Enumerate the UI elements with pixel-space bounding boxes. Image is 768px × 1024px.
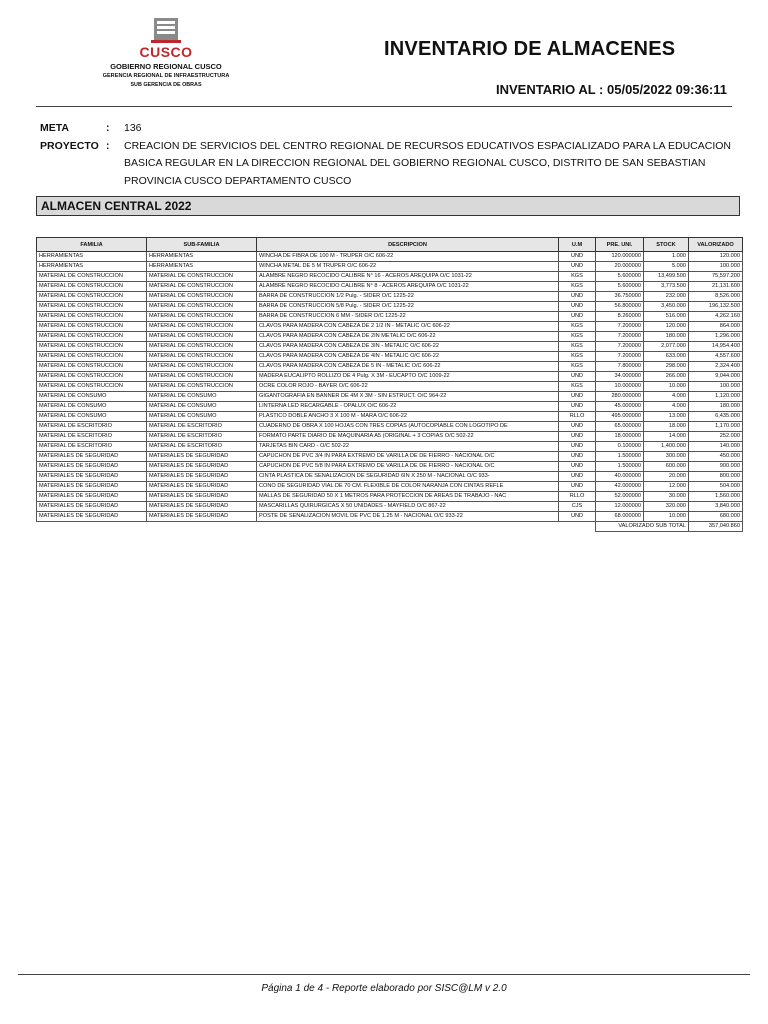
cell-familia: MATERIAL DE ESCRITORIO — [37, 432, 147, 442]
cell-pre-uni: 40.000000 — [596, 472, 644, 482]
cell-um: UND — [559, 452, 596, 462]
cell-descripcion: MALLAS DE SEGURIDAD 50 X 1 METROS PARA PROTECCION DE AREAS DE TRABAJO - NAC — [257, 492, 559, 502]
cell-um: UND — [559, 432, 596, 442]
cell-descripcion: ALAMBRE NEGRO RECOCIDO CALIBRE N° 8 - ACEROS AREQUIPA O/C 1031-22 — [257, 282, 559, 292]
cell-pre-uni: 56.800000 — [596, 302, 644, 312]
project-line: CREACION DE SERVICIOS DEL CENTRO REGIONAL DE RECURSOS EDUCATIVOS ESPACIALIZADO PARA LA EDUCACION — [124, 139, 731, 152]
cell-familia: MATERIAL DE CONSTRUCCION — [37, 312, 147, 322]
inventory-table-body — [37, 252, 743, 522]
cell-valorizado: 100.000 — [689, 382, 743, 392]
cell-um: UND — [559, 462, 596, 472]
cell-um: UND — [559, 262, 596, 272]
cell-pre-uni: 12.000000 — [596, 502, 644, 512]
org-line-3: SUB GERENCIA DE OBRAS — [130, 82, 202, 88]
cell-familia: MATERIALES DE SEGURIDAD — [37, 452, 147, 462]
cell-familia: MATERIALES DE SEGURIDAD — [37, 482, 147, 492]
cell-subfamilia: HERRAMIENTAS — [147, 262, 257, 272]
cell-pre-uni: 45.000000 — [596, 402, 644, 412]
table-row — [37, 402, 743, 412]
cell-descripcion: OCRE COLOR ROJO - BAYER O/C 606-22 — [257, 382, 559, 392]
cell-descripcion: ALAMBRE NEGRO RECOCIDO CALIBRE N° 16 - ACEROS AREQUIPA O/C 1031-22 — [257, 272, 559, 282]
cell-descripcion: PLASTICO DOBLE ANCHO 3 X 100 M - MARA O/C 606-22 — [257, 412, 559, 422]
subtotal-row — [37, 522, 743, 532]
cell-descripcion: BARRA DE CONSTRUCCION 6 MM - SIDER O/C 1225-22 — [257, 312, 559, 322]
cell-um: RLLO — [559, 492, 596, 502]
cell-um: UND — [559, 302, 596, 312]
meta-section — [40, 120, 740, 190]
cell-valorizado: 196,132.500 — [689, 302, 743, 312]
cell-pre-uni: 7.200000 — [596, 332, 644, 342]
cell-familia: MATERIAL DE CONSTRUCCION — [37, 272, 147, 282]
cell-valorizado: 21,131.600 — [689, 282, 743, 292]
cell-stock: 5.000 — [644, 262, 689, 272]
cell-subfamilia: MATERIALES DE SEGURIDAD — [147, 502, 257, 512]
cell-descripcion: CINTA PLASTICA DE SENALIZACION DE SEGURIDAD 6IN X 250 M - NACIONAL O/C 933- — [257, 472, 559, 482]
table-row — [37, 442, 743, 452]
cell-descripcion: GIGANTOGRAFIA EN BANNER DE 4M X 3M - SIN ESTRUCT. O/C 964-22 — [257, 392, 559, 402]
cell-um: UND — [559, 312, 596, 322]
cell-pre-uni: 8.260000 — [596, 312, 644, 322]
cell-valorizado: 2,324.400 — [689, 362, 743, 372]
col-header-subfamilia: SUB-FAMILIA — [147, 238, 257, 252]
table-row — [37, 362, 743, 372]
cell-subfamilia: MATERIAL DE CONSUMO — [147, 392, 257, 402]
cell-descripcion: MASCARILLAS QUIRURGICAS X 50 UNIDADES - MAYFIELD O/C 867-22 — [257, 502, 559, 512]
cell-valorizado: 75,597.200 — [689, 272, 743, 282]
cell-familia: MATERIAL DE CONSUMO — [37, 402, 147, 412]
cell-familia: MATERIALES DE SEGURIDAD — [37, 512, 147, 522]
org-line-1: GOBIERNO REGIONAL CUSCO — [110, 62, 222, 71]
project-colon: : — [106, 139, 110, 152]
cell-stock: 4.000 — [644, 402, 689, 412]
cell-um: KGS — [559, 282, 596, 292]
col-header-um: U.M — [559, 238, 596, 252]
col-header-stock: STOCK — [644, 238, 689, 252]
cell-stock: 3,773.500 — [644, 282, 689, 292]
inventory-table — [36, 237, 743, 532]
cell-stock: 3,450.000 — [644, 302, 689, 312]
cell-stock: 320.000 — [644, 502, 689, 512]
cell-subfamilia: MATERIAL DE CONSTRUCCION — [147, 362, 257, 372]
cell-valorizado: 1,560.000 — [689, 492, 743, 502]
cell-familia: MATERIAL DE CONSTRUCCION — [37, 302, 147, 312]
cell-familia: MATERIALES DE SEGURIDAD — [37, 492, 147, 502]
cell-stock: 10.000 — [644, 512, 689, 522]
cell-descripcion: CAPUCHON DE PVC 3/4 IN PARA EXTREMO DE VARILLA DE DE FIERRO - NACIONAL O/C — [257, 452, 559, 462]
meta-value: 136 — [124, 122, 142, 134]
cell-pre-uni: 34.000000 — [596, 372, 644, 382]
cell-subfamilia: MATERIAL DE CONSTRUCCION — [147, 332, 257, 342]
cell-pre-uni: 7.200000 — [596, 322, 644, 332]
cell-valorizado: 1,170.000 — [689, 422, 743, 432]
cell-stock: 20.000 — [644, 472, 689, 482]
cell-subfamilia: MATERIALES DE SEGURIDAD — [147, 462, 257, 472]
cell-stock: 13,499.500 — [644, 272, 689, 282]
table-header-row — [37, 238, 743, 252]
table-row — [37, 282, 743, 292]
table-row — [37, 422, 743, 432]
cusco-emblem-icon — [149, 16, 183, 44]
cell-valorizado: 800.000 — [689, 472, 743, 482]
cell-familia: HERRAMIENTAS — [37, 252, 147, 262]
cell-subfamilia: MATERIAL DE CONSTRUCCION — [147, 302, 257, 312]
cell-descripcion: CLAVOS PARA MADERA CON CABEZA DE 4IN - METALIC O/C 606-22 — [257, 352, 559, 362]
cell-valorizado: 120.000 — [689, 252, 743, 262]
cell-descripcion: WINCHA METAL DE 5 M TRUPER O/C 606-22 — [257, 262, 559, 272]
cell-pre-uni: 280.000000 — [596, 392, 644, 402]
cell-valorizado: 4,557.600 — [689, 352, 743, 362]
cell-pre-uni: 7.800000 — [596, 362, 644, 372]
footer-divider — [18, 974, 750, 975]
cell-familia: MATERIAL DE CONSTRUCCION — [37, 382, 147, 392]
cell-subfamilia: MATERIAL DE CONSUMO — [147, 402, 257, 412]
table-row — [37, 342, 743, 352]
cell-pre-uni: 7.200000 — [596, 342, 644, 352]
cell-stock: 30.000 — [644, 492, 689, 502]
cell-valorizado: 900.000 — [689, 462, 743, 472]
cell-descripcion: TARJETAS BIN CARD - O/C 502-22 — [257, 442, 559, 452]
cell-pre-uni: 5.600000 — [596, 272, 644, 282]
cell-familia: MATERIALES DE SEGURIDAD — [37, 502, 147, 512]
cell-valorizado: 14,954.400 — [689, 342, 743, 352]
cell-stock: 120.000 — [644, 322, 689, 332]
cell-stock: 633.000 — [644, 352, 689, 362]
cell-pre-uni: 20.000000 — [596, 262, 644, 272]
cell-um: KGS — [559, 352, 596, 362]
table-row — [37, 252, 743, 262]
project-line: BASICA REGULAR EN LA DIRECCION REGIONAL DEL GOBIERNO REGIONAL CUSCO, DISTRITO DE SAN SEBASTIAN — [124, 157, 706, 169]
table-row — [37, 492, 743, 502]
cell-valorizado: 9,044.000 — [689, 372, 743, 382]
cell-familia: MATERIAL DE CONSTRUCCION — [37, 282, 147, 292]
cell-subfamilia: HERRAMIENTAS — [147, 252, 257, 262]
cell-familia: MATERIAL DE CONSTRUCCION — [37, 372, 147, 382]
cell-subfamilia: MATERIAL DE CONSTRUCCION — [147, 272, 257, 282]
cell-um: UND — [559, 472, 596, 482]
cell-valorizado: 1,120.000 — [689, 392, 743, 402]
cell-stock: 232.000 — [644, 292, 689, 302]
org-line-2: GERENCIA REGIONAL DE INFRAESTRUCTURA — [102, 73, 230, 79]
table-row — [37, 452, 743, 462]
table-row — [37, 482, 743, 492]
cell-stock: 13.000 — [644, 412, 689, 422]
cell-um: UND — [559, 292, 596, 302]
cell-valorizado: 4,262.160 — [689, 312, 743, 322]
table-row — [37, 512, 743, 522]
cell-familia: MATERIAL DE CONSUMO — [37, 412, 147, 422]
cell-descripcion: CONO DE SEGURIDAD VIAL DE 70 CM. FLEXIBLE DE COLOR NARANJA CON CINTAS REFLE — [257, 482, 559, 492]
cell-descripcion: BARRA DE CONSTRUCCION 1/2 Pulg. - SIDER O/C 1225-22 — [257, 292, 559, 302]
cell-subfamilia: MATERIAL DE CONSUMO — [147, 412, 257, 422]
cell-subfamilia: MATERIALES DE SEGURIDAD — [147, 482, 257, 492]
cell-descripcion: MADERA EUCALIPTO ROLLIZO DE 4 Pulg. X 3M - EUCAPTO O/C 1009-22 — [257, 372, 559, 382]
cell-descripcion: CLAVOS PARA MADERA CON CABEZA DE 5 IN - METALIC O/C 606-22 — [257, 362, 559, 372]
cell-stock: 1,400.000 — [644, 442, 689, 452]
table-row — [37, 272, 743, 282]
cell-pre-uni: 0.100000 — [596, 442, 644, 452]
cell-descripcion: CLAVOS PARA MADERA CON CABEZA DE 2 1/2 IN - METALIC O/C 606-22 — [257, 322, 559, 332]
table-row — [37, 352, 743, 362]
cell-valorizado: 180.000 — [689, 402, 743, 412]
cell-familia: MATERIAL DE CONSTRUCCION — [37, 342, 147, 352]
cell-valorizado: 6,435.000 — [689, 412, 743, 422]
cell-valorizado: 252.000 — [689, 432, 743, 442]
cell-stock: 266.000 — [644, 372, 689, 382]
cell-pre-uni: 42.000000 — [596, 482, 644, 492]
cell-descripcion: CAPUCHON DE PVC 5/8 IN PARA EXTREMO DE VARILLA DE DE FIERRO - NACIONAL O/C — [257, 462, 559, 472]
cell-um: UND — [559, 402, 596, 412]
col-header-descripcion: DESCRIPCION — [257, 238, 559, 252]
org-brand-name: CUSCO — [139, 44, 193, 60]
table-row — [37, 502, 743, 512]
project-value — [124, 138, 740, 191]
project-line: PROVINCIA CUSCO DEPARTAMENTO CUSCO — [124, 174, 352, 187]
table-row — [37, 262, 743, 272]
col-header-familia: FAMILIA — [37, 238, 147, 252]
cell-pre-uni: 1.500000 — [596, 452, 644, 462]
page-title: INVENTARIO DE ALMACENES — [384, 38, 676, 60]
table-row — [37, 312, 743, 322]
col-header-valorizado: VALORIZADO — [689, 238, 743, 252]
cell-stock: 2,077.000 — [644, 342, 689, 352]
cell-descripcion: LINTERNA LED RECARGABLE - OPALUX O/C 606-22 — [257, 402, 559, 412]
inventory-date: INVENTARIO AL : 05/05/2022 09:36:11 — [496, 82, 727, 97]
cell-valorizado: 8,526.000 — [689, 292, 743, 302]
cell-um: UND — [559, 372, 596, 382]
subtotal-value: 357,040.860 — [689, 522, 743, 532]
cell-stock: 12.000 — [644, 482, 689, 492]
cell-familia: MATERIAL DE CONSTRUCCION — [37, 322, 147, 332]
cell-descripcion: POSTE DE SENALIZACION MOVIL DE PVC DE 1.25 M - NACIONAL O/C 933-22 — [257, 512, 559, 522]
cell-subfamilia: MATERIALES DE SEGURIDAD — [147, 492, 257, 502]
cell-um: KGS — [559, 382, 596, 392]
table-row — [37, 372, 743, 382]
cell-um: UND — [559, 422, 596, 432]
cell-um: KGS — [559, 342, 596, 352]
cell-valorizado: 100.000 — [689, 262, 743, 272]
cell-valorizado: 1,296.000 — [689, 332, 743, 342]
cell-valorizado: 3,840.000 — [689, 502, 743, 512]
cell-descripcion: WINCHA DE FIBRA DE 100 M - TRUPER O/C 606-22 — [257, 252, 559, 262]
cell-pre-uni: 120.000000 — [596, 252, 644, 262]
table-row — [37, 392, 743, 402]
cell-valorizado: 140.000 — [689, 442, 743, 452]
cell-um: KGS — [559, 362, 596, 372]
header-divider — [36, 106, 732, 107]
table-row — [37, 332, 743, 342]
cell-pre-uni: 5.600000 — [596, 282, 644, 292]
cell-subfamilia: MATERIAL DE ESCRITORIO — [147, 422, 257, 432]
cell-pre-uni: 68.000000 — [596, 512, 644, 522]
cell-subfamilia: MATERIAL DE CONSTRUCCION — [147, 372, 257, 382]
cell-familia: MATERIAL DE CONSTRUCCION — [37, 352, 147, 362]
cell-familia: MATERIALES DE SEGURIDAD — [37, 472, 147, 482]
cell-um: KGS — [559, 322, 596, 332]
cell-stock: 10.000 — [644, 382, 689, 392]
cell-descripcion: CLAVOS PARA MADERA CON CABEZA DE 2IN METALIC O/C 606-22 — [257, 332, 559, 342]
table-row — [37, 382, 743, 392]
cell-pre-uni: 18.000000 — [596, 432, 644, 442]
cell-descripcion: FORMATO PARTE DIARIO DE MAQUINARIA A5 (ORIGINAL + 3 COPIAS O/C 502-22 — [257, 432, 559, 442]
cell-subfamilia: MATERIAL DE CONSTRUCCION — [147, 282, 257, 292]
cell-pre-uni: 65.000000 — [596, 422, 644, 432]
cell-pre-uni: 495.000000 — [596, 412, 644, 422]
page-footer: Página 1 de 4 - Reporte elaborado por SISC@LM v 2.0 — [261, 983, 507, 994]
cell-stock: 18.000 — [644, 422, 689, 432]
cell-descripcion: BARRA DE CONSTRUCCION 5/8 Pulg. - SIDER O/C 1225-22 — [257, 302, 559, 312]
cell-familia: MATERIAL DE CONSTRUCCION — [37, 332, 147, 342]
table-row — [37, 302, 743, 312]
meta-label: META — [40, 122, 69, 134]
table-row — [37, 412, 743, 422]
cell-familia: MATERIAL DE CONSTRUCCION — [37, 292, 147, 302]
cell-pre-uni: 36.750000 — [596, 292, 644, 302]
cell-stock: 1.000 — [644, 252, 689, 262]
cell-subfamilia: MATERIAL DE CONSTRUCCION — [147, 352, 257, 362]
cell-stock: 516.000 — [644, 312, 689, 322]
cell-um: KGS — [559, 332, 596, 342]
cell-pre-uni: 1.500000 — [596, 462, 644, 472]
subtotal-label: VALORIZADO SUB TOTAL — [596, 522, 689, 532]
cell-um: CJS — [559, 502, 596, 512]
cell-subfamilia: MATERIALES DE SEGURIDAD — [147, 472, 257, 482]
cell-valorizado: 864.000 — [689, 322, 743, 332]
cell-stock: 180.000 — [644, 332, 689, 342]
warehouse-band: ALMACEN CENTRAL 2022 — [36, 196, 740, 216]
cell-subfamilia: MATERIALES DE SEGURIDAD — [147, 512, 257, 522]
cell-um: UND — [559, 392, 596, 402]
cell-familia: MATERIAL DE ESCRITORIO — [37, 442, 147, 452]
table-row — [37, 432, 743, 442]
cell-um: KGS — [559, 272, 596, 282]
meta-colon: : — [106, 122, 110, 134]
cell-familia: MATERIAL DE CONSUMO — [37, 392, 147, 402]
cell-descripcion: CLAVOS PARA MADERA CON CABEZA DE 3IN - METALIC O/C 606-22 — [257, 342, 559, 352]
cell-stock: 298.000 — [644, 362, 689, 372]
cell-subfamilia: MATERIAL DE CONSTRUCCION — [147, 382, 257, 392]
cell-subfamilia: MATERIALES DE SEGURIDAD — [147, 452, 257, 462]
cell-valorizado: 450.000 — [689, 452, 743, 462]
cell-valorizado: 680.000 — [689, 512, 743, 522]
cell-stock: 14.000 — [644, 432, 689, 442]
cell-subfamilia: MATERIAL DE CONSTRUCCION — [147, 312, 257, 322]
table-row — [37, 472, 743, 482]
cell-familia: MATERIAL DE CONSTRUCCION — [37, 362, 147, 372]
project-label: PROYECTO — [40, 139, 99, 152]
cell-stock: 300.000 — [644, 452, 689, 462]
table-row — [37, 292, 743, 302]
cell-pre-uni: 52.000000 — [596, 492, 644, 502]
cell-familia: MATERIALES DE SEGURIDAD — [37, 462, 147, 472]
table-row — [37, 462, 743, 472]
cell-subfamilia: MATERIAL DE CONSTRUCCION — [147, 342, 257, 352]
cell-subfamilia: MATERIAL DE CONSTRUCCION — [147, 292, 257, 302]
cell-subfamilia: MATERIAL DE ESCRITORIO — [147, 442, 257, 452]
table-row — [37, 322, 743, 332]
cell-pre-uni: 7.200000 — [596, 352, 644, 362]
cell-valorizado: 504.000 — [689, 482, 743, 492]
cell-um: UND — [559, 482, 596, 492]
cell-familia: HERRAMIENTAS — [37, 262, 147, 272]
org-logo-block — [82, 16, 250, 88]
cell-subfamilia: MATERIAL DE CONSTRUCCION — [147, 322, 257, 332]
cell-pre-uni: 10.000000 — [596, 382, 644, 392]
cell-um: UND — [559, 442, 596, 452]
cell-um: RLLO — [559, 412, 596, 422]
cell-stock: 4.000 — [644, 392, 689, 402]
cell-subfamilia: MATERIAL DE ESCRITORIO — [147, 432, 257, 442]
cell-um: UND — [559, 252, 596, 262]
cell-descripcion: CUADERNO DE OBRA X 100 HOJAS CON TRES COPIAS (AUTOCOPIABLE CON LOGOTIPO DE — [257, 422, 559, 432]
cell-um: UND — [559, 512, 596, 522]
cell-familia: MATERIAL DE ESCRITORIO — [37, 422, 147, 432]
col-header-pre-uni: PRE. UNI. — [596, 238, 644, 252]
cell-stock: 600.000 — [644, 462, 689, 472]
